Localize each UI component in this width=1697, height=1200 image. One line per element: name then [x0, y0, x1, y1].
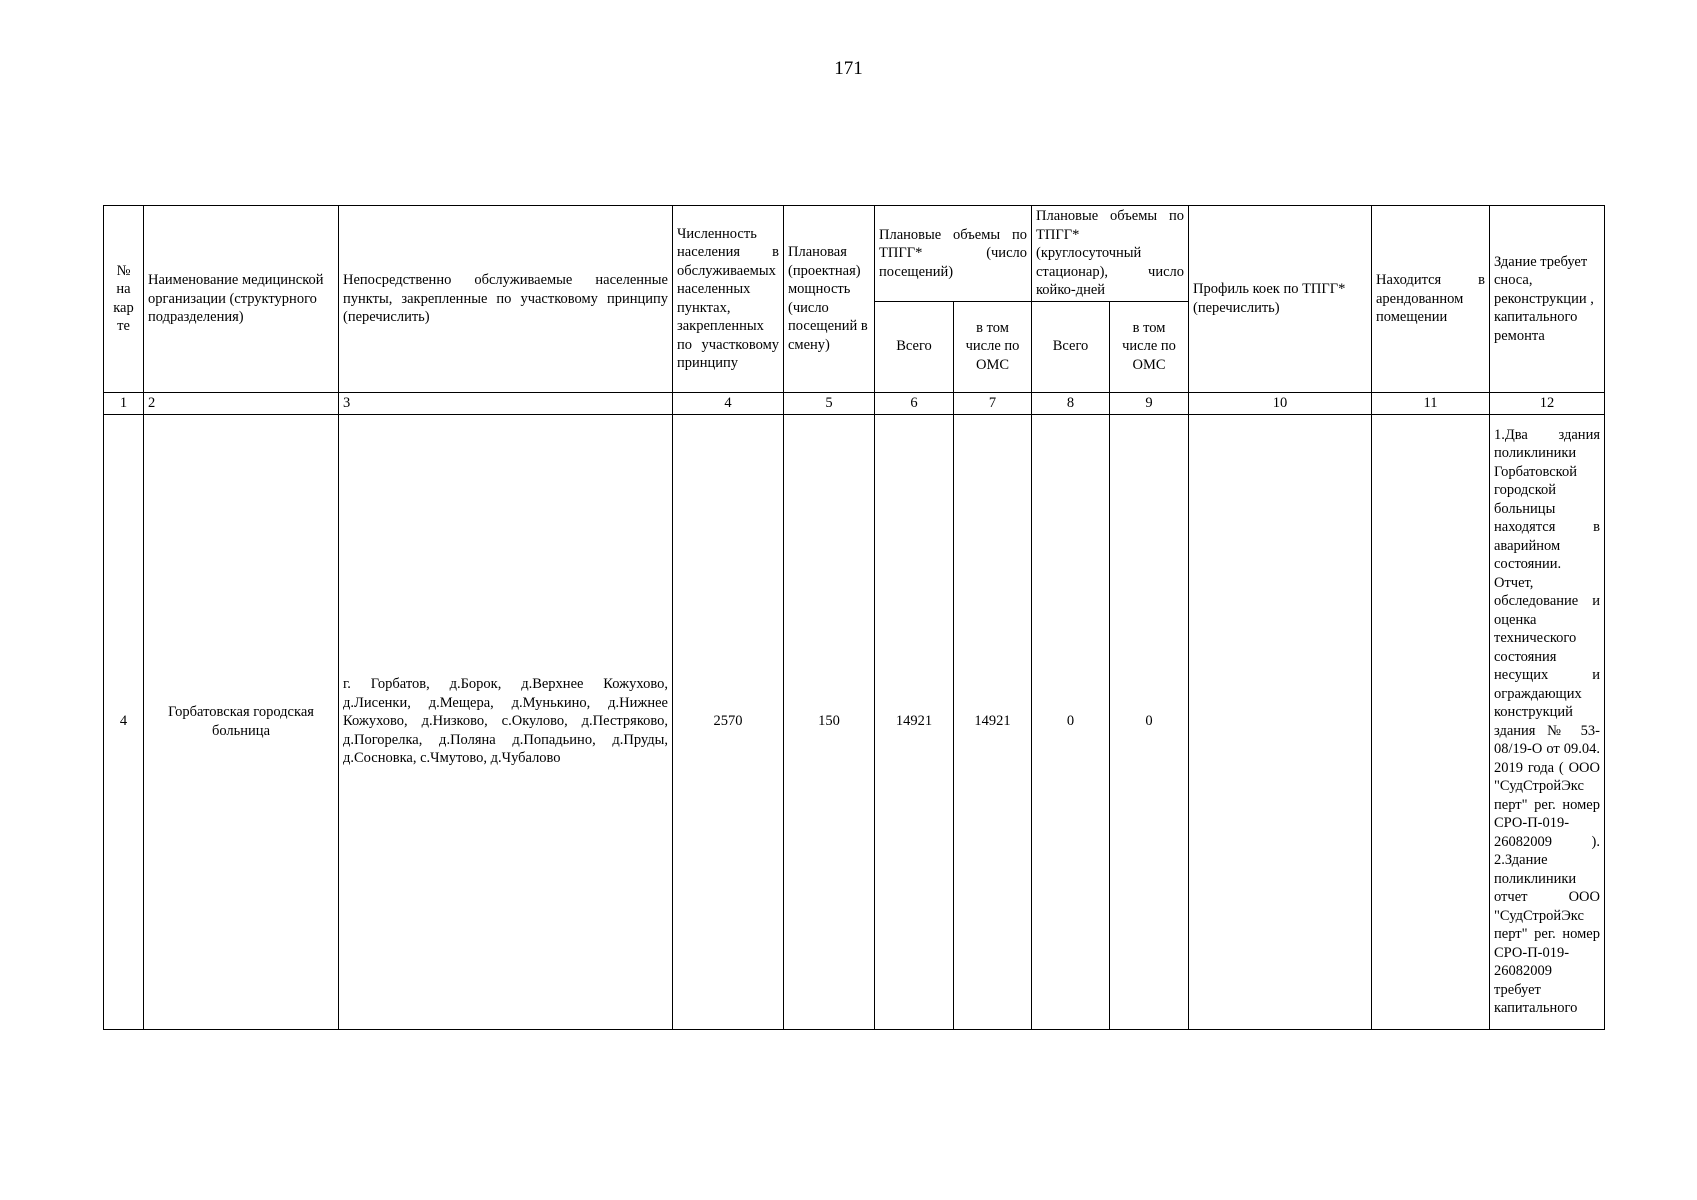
cell-bed-profile	[1189, 414, 1372, 1029]
column-number: 7	[954, 392, 1032, 414]
cell-visits-total: 14921	[875, 414, 954, 1029]
column-number: 11	[1372, 392, 1490, 414]
column-number: 12	[1490, 392, 1605, 414]
column-number: 2	[144, 392, 339, 414]
cell-map-number: 4	[104, 414, 144, 1029]
cell-org-name: Горбатовская городская больница	[144, 414, 339, 1029]
column-number: 3	[339, 392, 673, 414]
header-cell-visits-group: Плановые объемы по ТПГГ* (число посещений)	[875, 206, 1032, 302]
column-number: 8	[1032, 392, 1110, 414]
header-map-number-line-3: кар	[113, 299, 134, 316]
header-map-number-line-4: те	[117, 318, 130, 335]
cell-rented	[1372, 414, 1490, 1029]
column-number: 1	[104, 392, 144, 414]
cell-settlements: г. Горбатов, д.Борок, д.Верхнее Кожухово, д.Лисенки, д.Мещера, д.Мунькино, д.Нижнее Кожухово, д.Низково, с.Окулово, д.Пестряково, д.Погорелка, д.Поляна д.Попадьино, д.Пруды, д.Сосновка, с.Чмутово, д.Чубалово	[339, 414, 673, 1029]
column-number: 9	[1110, 392, 1189, 414]
header-cell-demolition: Здание требует сноса, реконструкции , капитального ремонта	[1490, 206, 1605, 393]
cell-beds-oms: 0	[1110, 414, 1189, 1029]
facilities-table	[103, 205, 1605, 1030]
table-row	[104, 414, 1605, 1029]
header-cell-rented: Находится в арендованном помещении	[1372, 206, 1490, 393]
page-number: 171	[834, 58, 863, 79]
header-cell-population: Численность населения в обслуживаемых населенных пунктах, закрепленных по участковому принципу	[673, 206, 784, 393]
header-cell-beds-total: Всего	[1032, 301, 1110, 392]
header-cell-map-number	[104, 206, 144, 393]
cell-capacity: 150	[784, 414, 875, 1029]
header-cell-beds-group: Плановые объемы по ТПГГ* (круглосуточный стационар), число койко-дней	[1032, 206, 1189, 302]
header-cell-visits-oms: в том числе по ОМС	[954, 301, 1032, 392]
header-cell-settlements: Непосредственно обслуживаемые населенные пункты, закрепленные по участковому принципу (перечислить)	[339, 206, 673, 393]
cell-beds-total: 0	[1032, 414, 1110, 1029]
header-cell-visits-total: Всего	[875, 301, 954, 392]
header-cell-org-name: Наименование медицинской организации (структурного подразделения)	[144, 206, 339, 393]
header-row-1	[104, 206, 1605, 302]
header-cell-beds-oms: в том числе по ОМС	[1110, 301, 1189, 392]
cell-population: 2570	[673, 414, 784, 1029]
column-numbers-row	[104, 392, 1605, 414]
column-number: 5	[784, 392, 875, 414]
column-number: 10	[1189, 392, 1372, 414]
header-cell-capacity: Плановая (проектная) мощность (число посещений в смену)	[784, 206, 875, 393]
header-map-number-line-2: на	[116, 281, 131, 298]
cell-visits-oms: 14921	[954, 414, 1032, 1029]
header-map-number-line-1: №	[116, 262, 131, 279]
column-number: 6	[875, 392, 954, 414]
column-number: 4	[673, 392, 784, 414]
header-cell-bed-profile: Профиль коек по ТПГГ* (перечислить)	[1189, 206, 1372, 393]
cell-demolition-note: 1.Два здания поликлиники Горбатовской городской больницы находятся в аварийном состоянии. Отчет, обследование и оценка технического состояния несущих и ограждающих конструкций здания № 53-08/19-О от 09.04. 2019 года ( ООО "СудСтройЭкс перт" рег. номер СРО-П-019-26082009 ). 2.Здание поликлиники отчет ООО "СудСтройЭкс перт" рег. номер СРО-П-019-26082009 требует капитального	[1490, 414, 1605, 1029]
